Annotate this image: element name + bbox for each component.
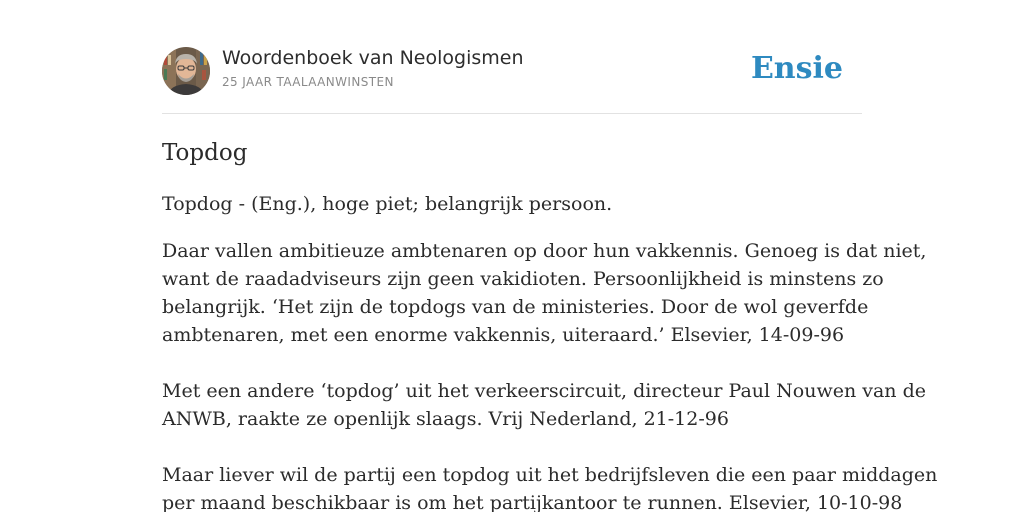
citation-line: Maar liever wil de partij een topdog uit het bedrijfsleven die een paar middagen bbox=[162, 464, 938, 486]
citation bbox=[162, 377, 926, 433]
citation-line: Daar vallen ambitieuze ambtenaren op door hun vakkennis. Genoeg is dat niet, bbox=[162, 240, 927, 262]
citation-line: ambtenaren, met een enorme vakkennis, uiteraard.’ Elsevier, 14-09-96 bbox=[162, 324, 845, 346]
author-portrait-icon bbox=[162, 47, 210, 95]
site-header bbox=[162, 47, 862, 95]
header-divider bbox=[162, 113, 862, 114]
book-subtitle: 25 JAAR TAALAANWINSTEN bbox=[222, 75, 394, 89]
ensie-logo-link[interactable]: Ensie bbox=[750, 51, 843, 86]
citations bbox=[162, 237, 938, 512]
citation bbox=[162, 461, 938, 512]
page bbox=[162, 0, 938, 512]
author-avatar[interactable] bbox=[162, 47, 210, 95]
citation-line: want de raadadviseurs zijn geen vakidioten. Persoonlijkheid is minstens zo bbox=[162, 268, 884, 290]
entry-definition: Topdog - (Eng.), hoge piet; belangrijk persoon. bbox=[162, 193, 613, 215]
book-title[interactable]: Woordenboek van Neologismen bbox=[222, 47, 524, 69]
citation-line: per maand beschikbaar is om het partijkantoor te runnen. Elsevier, 10-10-98 bbox=[162, 492, 903, 512]
entry-title: Topdog bbox=[162, 140, 248, 166]
citation-line: ANWB, raakte ze openlijk slaags. Vrij Nederland, 21-12-96 bbox=[162, 408, 729, 430]
citation-line: belangrijk. ‘Het zijn de topdogs van de ministeries. Door de wol geverfde bbox=[162, 296, 869, 318]
citation bbox=[162, 237, 927, 349]
citation-line: Met een andere ‘topdog’ uit het verkeerscircuit, directeur Paul Nouwen van de bbox=[162, 380, 926, 402]
